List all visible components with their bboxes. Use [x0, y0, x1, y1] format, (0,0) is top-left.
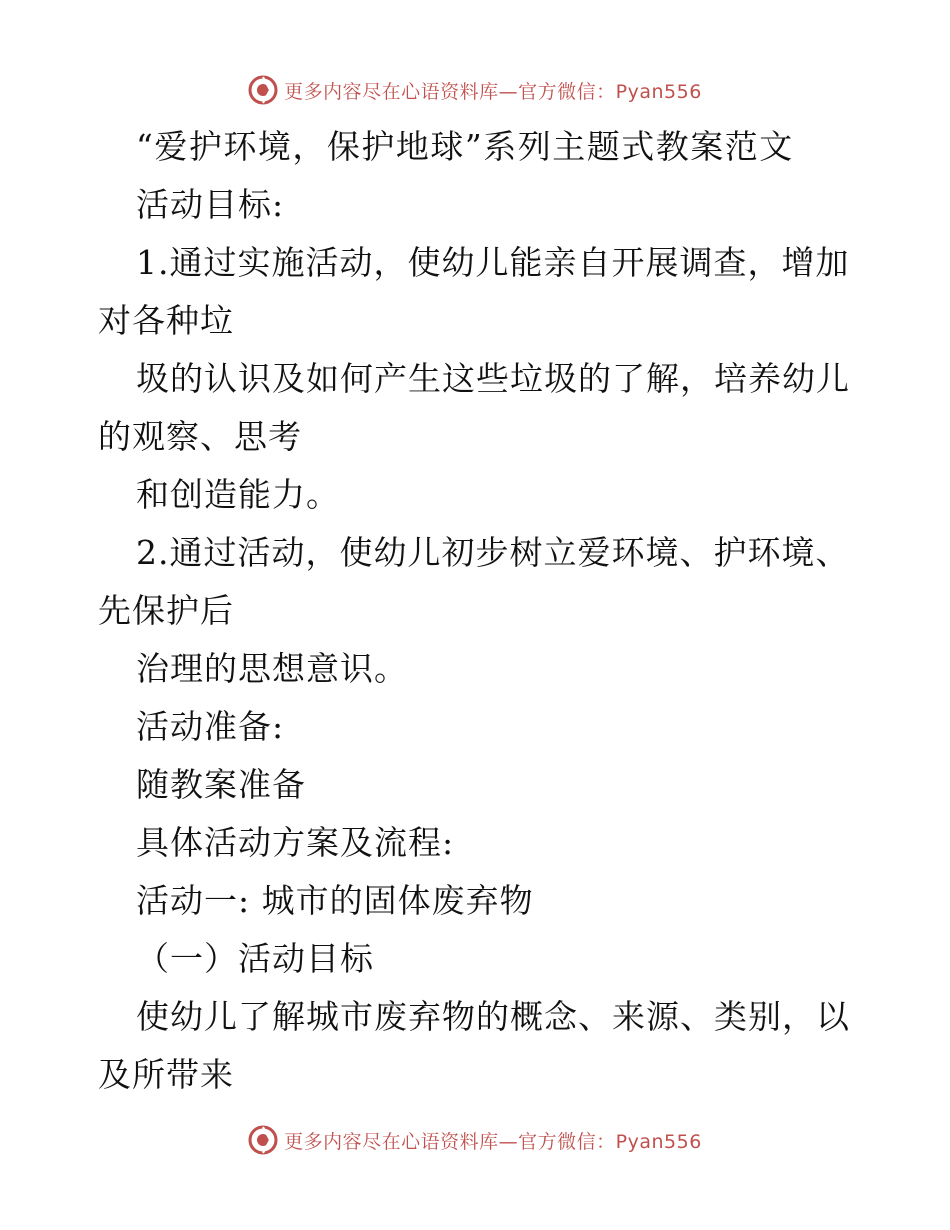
header-banner-text: 更多内容尽在心语资料库—官方微信：Pyan556: [284, 80, 702, 103]
document-line: 使幼儿了解城市废弃物的概念、来源、类别，以: [136, 997, 850, 1036]
document-line: 2.通过活动，使幼儿初步树立爱环境、护环境、: [136, 533, 850, 572]
brand-logo-icon: [248, 1125, 278, 1155]
document-line: 活动目标:: [136, 185, 285, 224]
document-line: 对各种垃: [98, 301, 234, 340]
header-banner: [0, 72, 950, 108]
document-title: “爱护环境，保护地球”系列主题式教案范文: [136, 127, 794, 166]
document-body: [98, 118, 858, 1104]
brand-logo-icon: [248, 75, 278, 105]
footer-banner: [0, 1122, 950, 1158]
document-line: 随教案准备: [136, 765, 306, 804]
document-line: 及所带来: [98, 1055, 234, 1094]
document-line: 1.通过实施活动，使幼儿能亲自开展调查，增加: [136, 243, 850, 282]
document-line: 先保护后: [98, 591, 234, 630]
document-line: 的观察、思考: [98, 417, 302, 456]
footer-banner-text: 更多内容尽在心语资料库—官方微信：Pyan556: [284, 1130, 702, 1153]
document-line: 和创造能力。: [136, 475, 340, 514]
document-line: 圾的认识及如何产生这些垃圾的了解，培养幼儿: [136, 359, 850, 398]
document-line: 活动一: 城市的固体废弃物: [136, 881, 534, 920]
document-line: 治理的思想意识。: [136, 649, 408, 688]
document-line: 活动准备:: [136, 707, 285, 746]
document-line: （一）活动目标: [136, 939, 374, 978]
document-line: 具体活动方案及流程:: [136, 823, 455, 862]
